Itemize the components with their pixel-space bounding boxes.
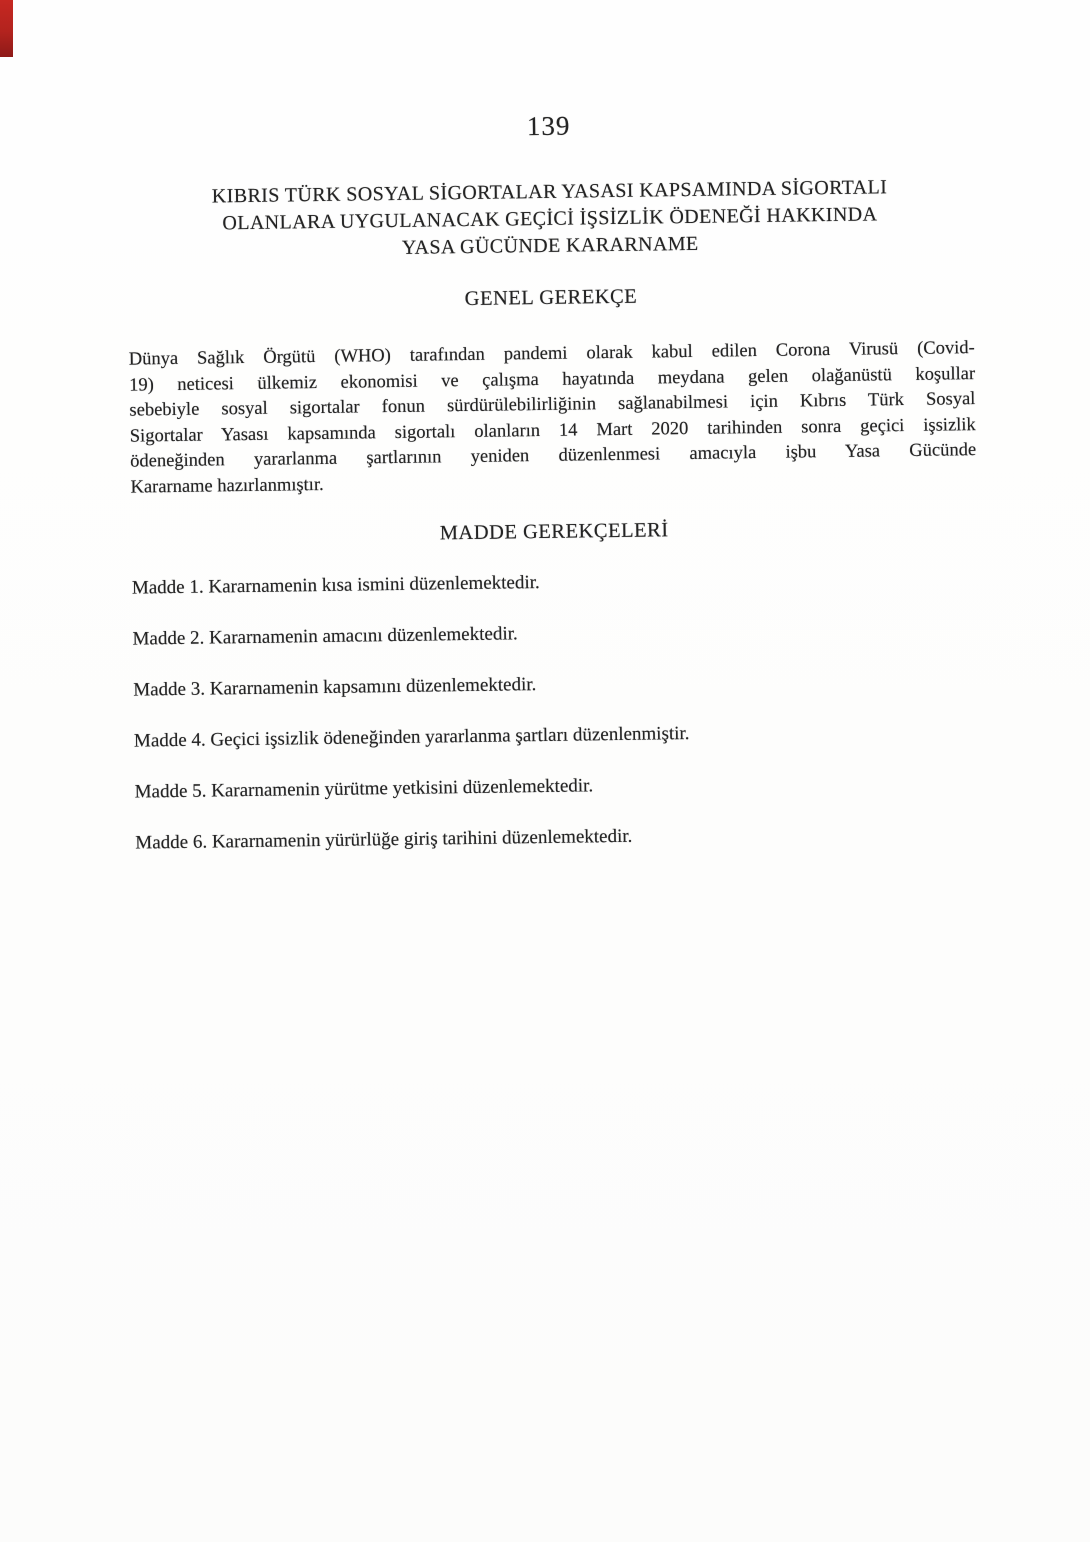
paragraph-line: sebebiyle sosyal sigortalar fonun sürdürülebilirliğinin sağlanabilmesi için Kıbrıs Türk Sosyal: [129, 389, 976, 421]
paragraph-line: 19) neticesi ülkemiz ekonomisi ve çalışma hayatında meydana gelen olağanüstü koşullar: [128, 363, 976, 396]
document-title-line: KIBRIS TÜRK SOSYAL SİGORTALAR YASASI KAPSAMINDA SİGORTALI: [211, 176, 888, 208]
article-item: Madde 5. Kararnamenin yürütme yetkisini düzenlemektedir.: [134, 774, 594, 803]
general-justification-paragraph: [129, 336, 977, 501]
document-content: [124, 0, 982, 881]
scan-edge-artifact: [0, 0, 13, 57]
article-item: Madde 3. Kararnamenin kapsamını düzenlemektedir.: [133, 673, 537, 701]
article-item: Madde 2. Kararnamenin amacını düzenlemektedir.: [132, 622, 518, 650]
document-title-line: OLANLARA UYGULANACAK GEÇİCİ İŞSİZLİK ÖDENEĞİ HAKKINDA: [222, 203, 878, 235]
document-title: [126, 173, 973, 266]
article-item: Madde 4. Geçici işsizlik ödeneğinden yararlanma şartları düzenlenmiştir.: [133, 722, 690, 752]
document-title-line: YASA GÜCÜNDE KARARNAME: [401, 232, 699, 259]
paragraph-line: ödeneğinden yararlanma şartlarının yeniden düzenlenmesi amacıyla işbu Yasa Gücünde: [130, 440, 977, 472]
paragraph-line: Sigortalar Yasası kapsamında sigortalı olanların 14 Mart 2020 tarihinden sonra geçici işsizlik: [129, 414, 976, 447]
paragraph-line: Dünya Sağlık Örgütü (WHO) tarafından pandemi olarak kabul edilen Corona Virusü (Covid-: [128, 338, 975, 370]
paragraph-line: Kararname hazırlanmıştır.: [130, 474, 324, 498]
page-number: 139: [526, 110, 571, 142]
article-item: Madde 1. Kararnamenin kısa ismini düzenlemektedir.: [131, 571, 540, 599]
article-item: Madde 6. Kararnamenin yürürlüğe giriş tarihini düzenlemektedir.: [135, 825, 633, 854]
section-heading-general: GENEL GEREKÇE: [464, 285, 638, 311]
section-heading-articles: MADDE GEREKÇELERİ: [439, 518, 669, 544]
article-list: [132, 564, 982, 856]
